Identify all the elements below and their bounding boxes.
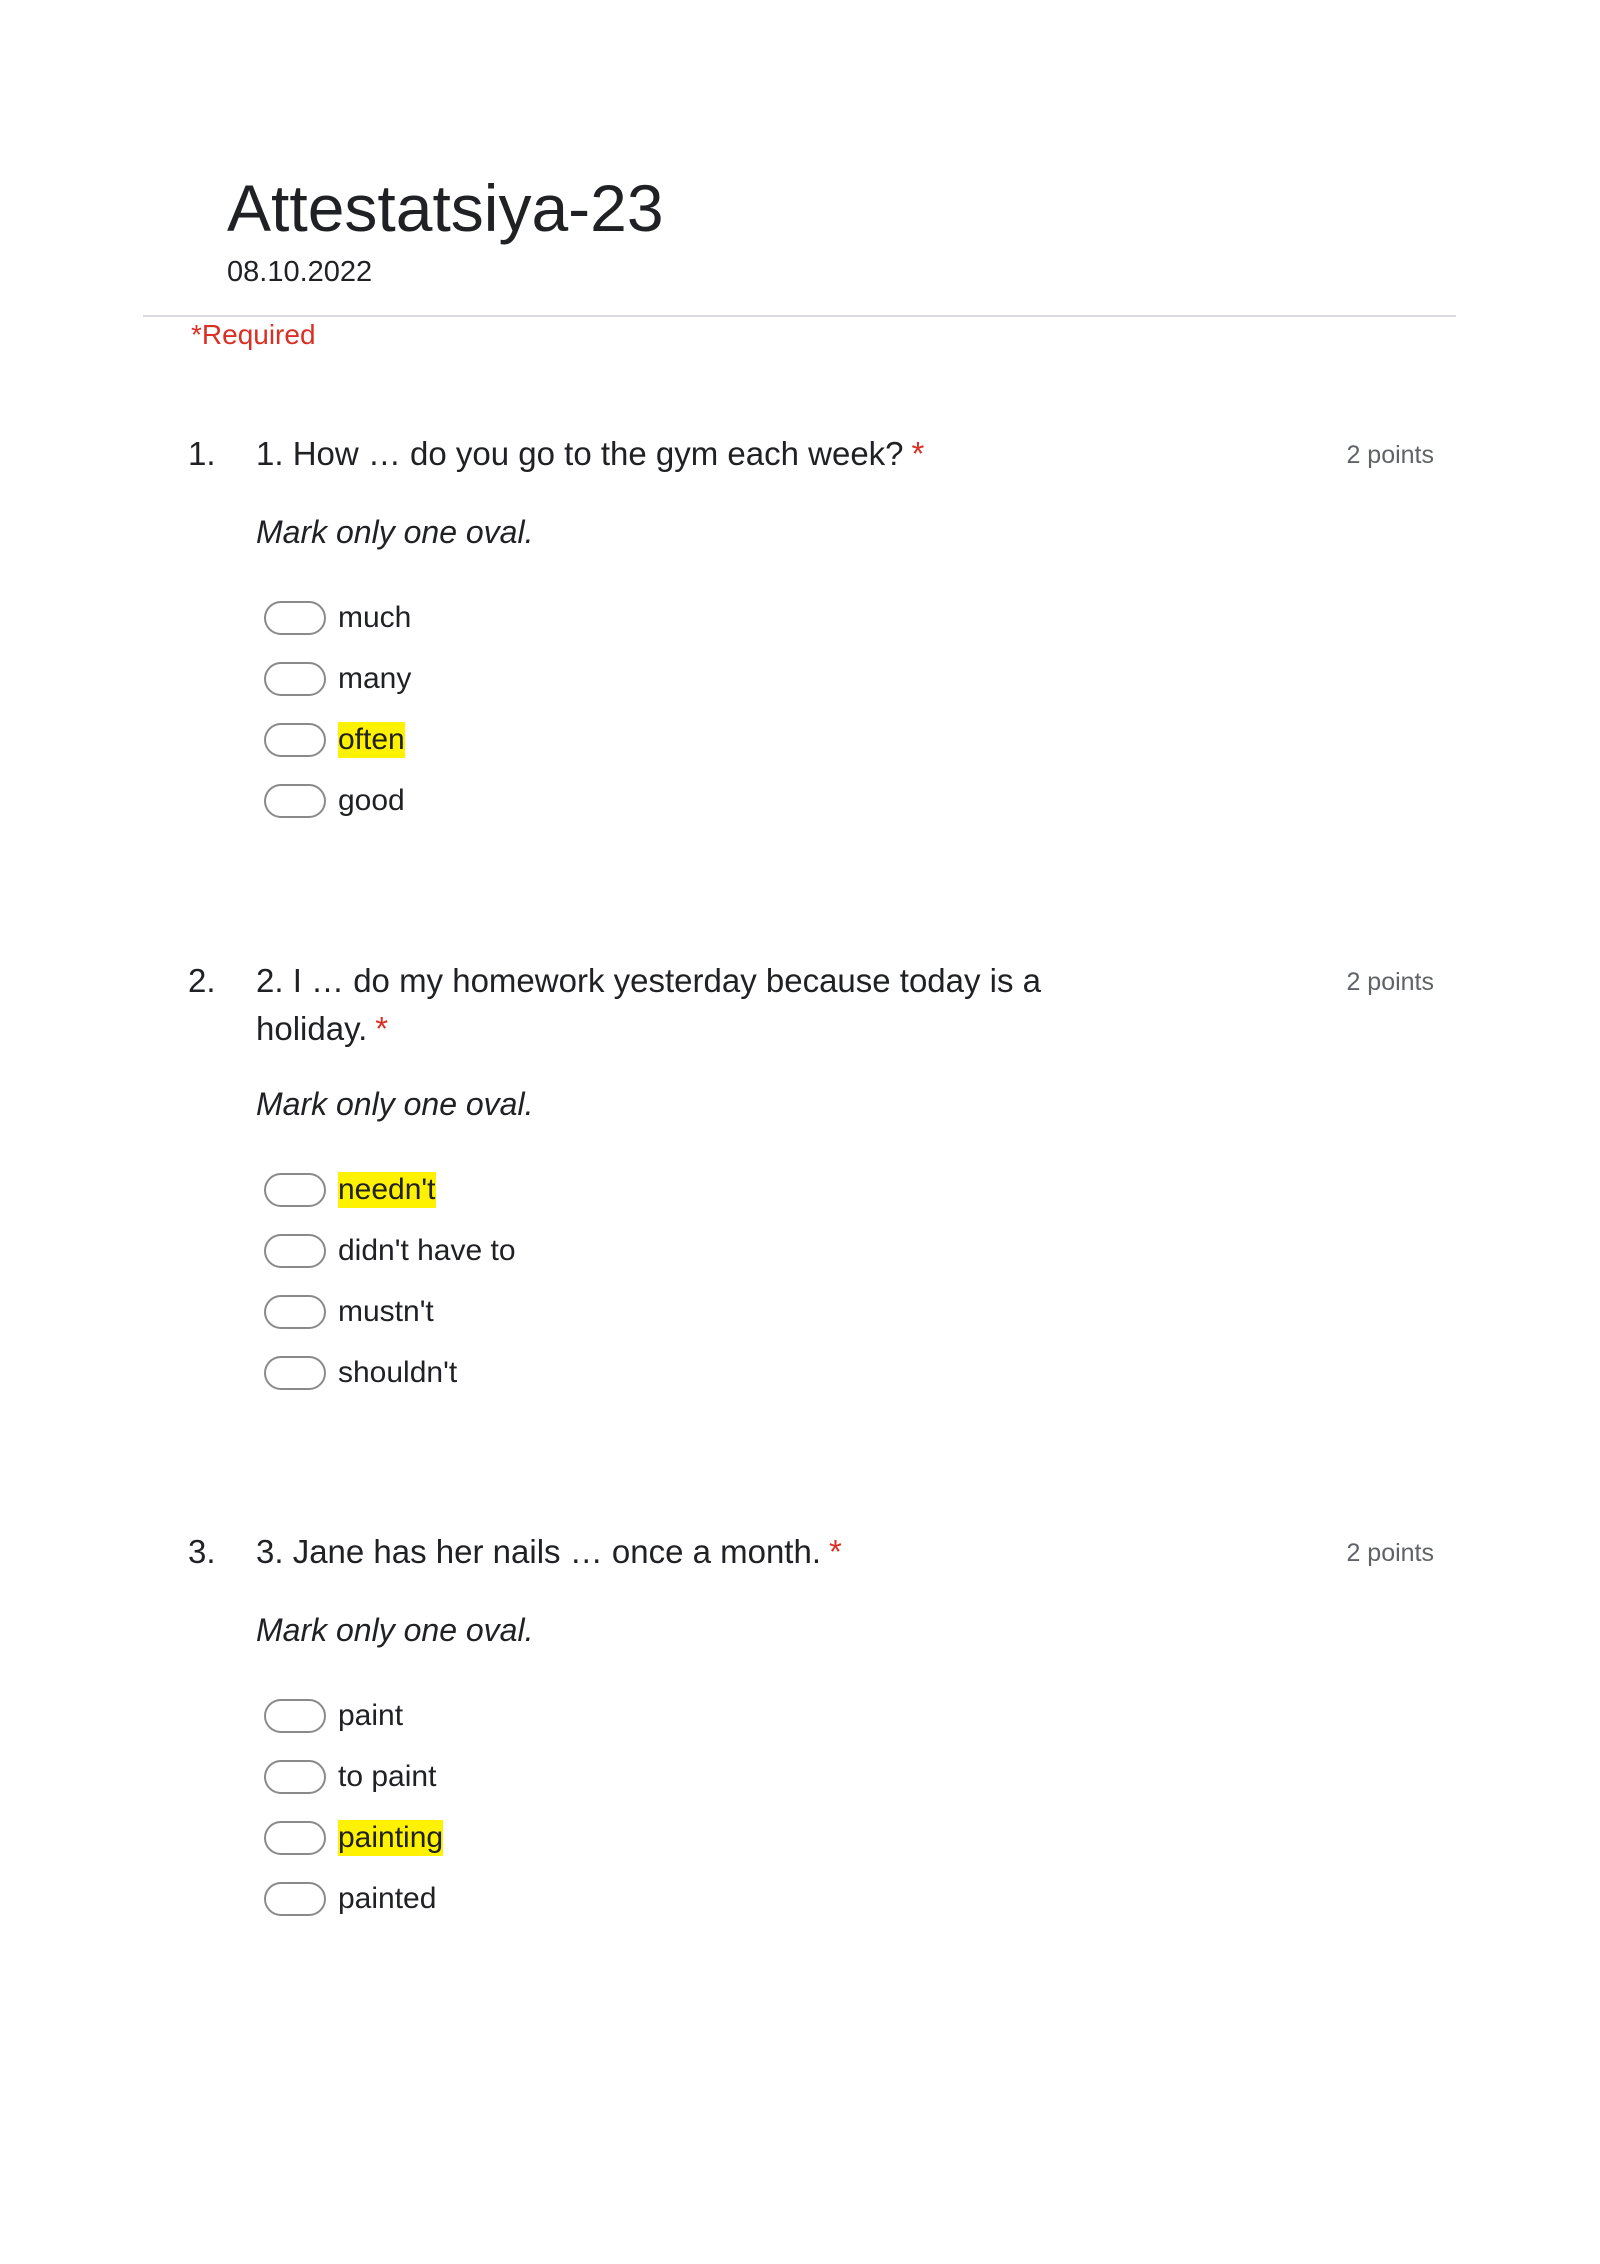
question-points: 2 points: [1346, 968, 1434, 996]
question-points: 2 points: [1346, 1539, 1434, 1567]
radio-oval[interactable]: [264, 662, 326, 696]
option-label-highlighted: often: [338, 722, 405, 756]
question-points: 2 points: [1346, 441, 1434, 469]
radio-oval[interactable]: [264, 1699, 326, 1733]
option-much[interactable]: [264, 587, 411, 648]
option-to-paint[interactable]: [264, 1746, 443, 1807]
option-painting[interactable]: [264, 1807, 443, 1868]
options-list: [264, 1685, 443, 1929]
option-good[interactable]: [264, 770, 411, 831]
question-text-content: 2. I … do my homework yesterday because today is a holiday.: [256, 962, 1042, 1047]
radio-oval[interactable]: [264, 1295, 326, 1329]
question-text-content: 3. Jane has her nails … once a month.: [256, 1533, 821, 1570]
required-note: *Required: [191, 319, 316, 350]
question-text: [256, 430, 1076, 478]
radio-oval[interactable]: [264, 1234, 326, 1268]
option-label: good: [338, 783, 405, 817]
radio-oval[interactable]: [264, 1173, 326, 1207]
option-label: painted: [338, 1881, 437, 1915]
option-mustnt[interactable]: [264, 1281, 516, 1342]
question-instruction: Mark only one oval.: [256, 1086, 534, 1122]
option-label: paint: [338, 1698, 404, 1732]
required-asterisk: *: [375, 1010, 389, 1047]
option-often[interactable]: [264, 709, 411, 770]
option-label: mustn't: [338, 1294, 434, 1328]
question-number: 1.: [188, 435, 216, 472]
radio-oval[interactable]: [264, 1821, 326, 1855]
option-shouldnt[interactable]: [264, 1342, 516, 1403]
form-date: 08.10.2022: [227, 256, 373, 288]
option-many[interactable]: [264, 648, 411, 709]
question-text: [256, 957, 1046, 1053]
radio-oval[interactable]: [264, 1760, 326, 1794]
option-painted[interactable]: [264, 1868, 443, 1929]
radio-oval[interactable]: [264, 784, 326, 818]
header-divider: [143, 315, 1456, 317]
option-label-highlighted: painting: [338, 1820, 444, 1854]
radio-oval[interactable]: [264, 723, 326, 757]
option-label: shouldn't: [338, 1355, 458, 1389]
question-number: 2.: [188, 962, 216, 999]
options-list: [264, 587, 411, 831]
question-text-content: 1. How … do you go to the gym each week?: [256, 435, 904, 472]
form-title: Attestatsiya-23: [227, 171, 664, 245]
required-asterisk: *: [911, 435, 925, 472]
question-instruction: Mark only one oval.: [256, 1612, 534, 1648]
question-instruction: Mark only one oval.: [256, 514, 534, 550]
option-label: to paint: [338, 1759, 437, 1793]
required-asterisk: *: [829, 1533, 842, 1570]
radio-oval[interactable]: [264, 1882, 326, 1916]
question-text: [256, 1528, 1076, 1576]
radio-oval[interactable]: [264, 601, 326, 635]
option-label-highlighted: needn't: [338, 1172, 436, 1206]
question-number: 3.: [188, 1533, 216, 1570]
radio-oval[interactable]: [264, 1356, 326, 1390]
option-didnt-have-to[interactable]: [264, 1220, 516, 1281]
option-label: much: [338, 600, 412, 634]
option-neednt[interactable]: [264, 1159, 516, 1220]
option-paint[interactable]: [264, 1685, 443, 1746]
options-list: [264, 1159, 516, 1403]
option-label: many: [338, 661, 412, 695]
option-label: didn't have to: [338, 1233, 516, 1267]
